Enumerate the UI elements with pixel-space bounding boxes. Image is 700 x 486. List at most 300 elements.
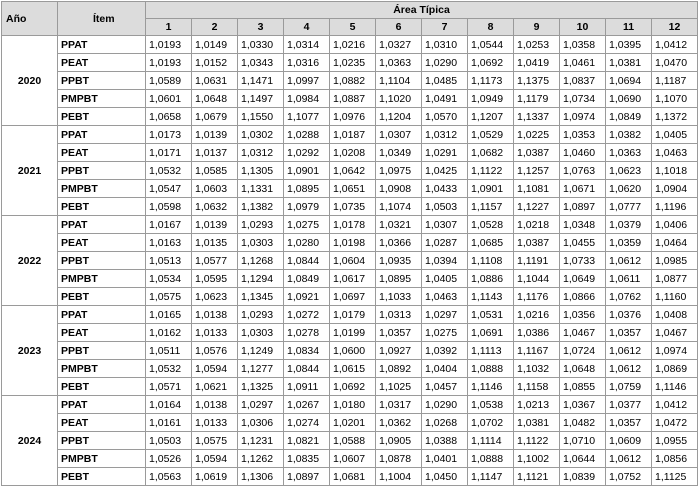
value-cell: 1,0297 [422, 306, 468, 324]
value-cell: 1,0607 [330, 450, 376, 468]
value-cell: 1,1081 [514, 180, 560, 198]
value-cell: 1,0911 [284, 378, 330, 396]
value-cell: 1,0314 [284, 36, 330, 54]
value-cell: 1,0463 [652, 144, 698, 162]
table-row [2, 360, 698, 378]
area-number-header: 8 [468, 19, 514, 36]
value-cell: 1,0274 [284, 414, 330, 432]
value-cell: 1,0485 [422, 72, 468, 90]
value-cell: 1,0594 [192, 450, 238, 468]
item-cell: PEBT [58, 198, 146, 216]
value-cell: 1,0381 [514, 414, 560, 432]
value-cell: 1,1331 [238, 180, 284, 198]
value-cell: 1,0648 [192, 90, 238, 108]
table-row [2, 162, 698, 180]
value-cell: 1,0376 [606, 306, 652, 324]
value-cell: 1,0702 [468, 414, 514, 432]
value-cell: 1,0425 [422, 162, 468, 180]
value-cell: 1,0362 [376, 414, 422, 432]
area-number-header: 9 [514, 19, 560, 36]
value-cell: 1,0837 [560, 72, 606, 90]
item-cell: PEBT [58, 468, 146, 486]
value-cell: 1,0621 [192, 378, 238, 396]
value-cell: 1,0363 [606, 144, 652, 162]
value-cell: 1,0293 [238, 306, 284, 324]
value-cell: 1,0710 [560, 432, 606, 450]
value-cell: 1,0401 [422, 450, 468, 468]
value-cell: 1,1257 [514, 162, 560, 180]
value-cell: 1,0461 [560, 54, 606, 72]
value-cell: 1,0762 [606, 288, 652, 306]
value-cell: 1,0955 [652, 432, 698, 450]
value-cell: 1,0642 [330, 162, 376, 180]
value-cell: 1,0878 [376, 450, 422, 468]
item-cell: PPBT [58, 432, 146, 450]
value-cell: 1,0531 [468, 306, 514, 324]
value-cell: 1,1471 [238, 72, 284, 90]
value-cell: 1,0455 [560, 234, 606, 252]
value-cell: 1,0275 [284, 216, 330, 234]
value-cell: 1,0482 [560, 414, 606, 432]
value-cell: 1,0617 [330, 270, 376, 288]
value-cell: 1,0615 [330, 360, 376, 378]
value-cell: 1,0895 [376, 270, 422, 288]
value-cell: 1,0405 [652, 126, 698, 144]
value-cell: 1,0291 [422, 144, 468, 162]
value-cell: 1,0330 [238, 36, 284, 54]
value-cell: 1,0651 [330, 180, 376, 198]
value-cell: 1,0576 [192, 342, 238, 360]
value-cell: 1,0358 [560, 36, 606, 54]
year-cell: 2023 [2, 306, 58, 396]
value-cell: 1,0904 [652, 180, 698, 198]
value-cell: 1,0137 [192, 144, 238, 162]
value-cell: 1,1550 [238, 108, 284, 126]
value-cell: 1,0935 [376, 252, 422, 270]
value-cell: 1,0724 [560, 342, 606, 360]
value-cell: 1,0139 [192, 216, 238, 234]
value-cell: 1,1196 [652, 198, 698, 216]
value-cell: 1,0897 [284, 468, 330, 486]
value-cell: 1,1204 [376, 108, 422, 126]
value-cell: 1,0467 [560, 324, 606, 342]
value-cell: 1,1002 [514, 450, 560, 468]
value-cell: 1,0888 [468, 450, 514, 468]
value-cell: 1,0213 [514, 396, 560, 414]
item-column-header: Ítem [58, 2, 146, 36]
value-cell: 1,0348 [560, 216, 606, 234]
value-cell: 1,0133 [192, 414, 238, 432]
value-cell: 1,0167 [146, 216, 192, 234]
item-cell: PEBT [58, 288, 146, 306]
value-cell: 1,0293 [238, 216, 284, 234]
value-cell: 1,1262 [238, 450, 284, 468]
value-cell: 1,0759 [606, 378, 652, 396]
value-cell: 1,0612 [606, 252, 652, 270]
value-cell: 1,0359 [606, 234, 652, 252]
value-cell: 1,0694 [606, 72, 652, 90]
area-number-header: 1 [146, 19, 192, 36]
value-cell: 1,0235 [330, 54, 376, 72]
table-row [2, 90, 698, 108]
value-cell: 1,1108 [468, 252, 514, 270]
table-row [2, 342, 698, 360]
value-cell: 1,0356 [560, 306, 606, 324]
value-cell: 1,0313 [376, 306, 422, 324]
value-cell: 1,1191 [514, 252, 560, 270]
item-cell: PEBT [58, 108, 146, 126]
value-cell: 1,0138 [192, 396, 238, 414]
value-cell: 1,0869 [652, 360, 698, 378]
value-cell: 1,0312 [422, 126, 468, 144]
value-cell: 1,0821 [284, 432, 330, 450]
value-cell: 1,0152 [192, 54, 238, 72]
value-cell: 1,0387 [514, 234, 560, 252]
value-cell: 1,0310 [422, 36, 468, 54]
value-cell: 1,0457 [422, 378, 468, 396]
value-cell: 1,0585 [192, 162, 238, 180]
value-cell: 1,0139 [192, 126, 238, 144]
value-cell: 1,0547 [146, 180, 192, 198]
value-cell: 1,0777 [606, 198, 652, 216]
value-cell: 1,1249 [238, 342, 284, 360]
value-cell: 1,0888 [468, 360, 514, 378]
year-cell: 2020 [2, 36, 58, 126]
value-cell: 1,0363 [376, 54, 422, 72]
value-cell: 1,1122 [514, 432, 560, 450]
header-row-top [2, 2, 698, 19]
value-cell: 1,1325 [238, 378, 284, 396]
value-cell: 1,1157 [468, 198, 514, 216]
value-cell: 1,0178 [330, 216, 376, 234]
value-cell: 1,0327 [376, 36, 422, 54]
value-cell: 1,0404 [422, 360, 468, 378]
value-cell: 1,1306 [238, 468, 284, 486]
value-cell: 1,0290 [422, 54, 468, 72]
value-cell: 1,0974 [560, 108, 606, 126]
value-cell: 1,0171 [146, 144, 192, 162]
value-cell: 1,0692 [468, 54, 514, 72]
value-cell: 1,1044 [514, 270, 560, 288]
value-cell: 1,0733 [560, 252, 606, 270]
item-cell: PMPBT [58, 180, 146, 198]
area-number-header: 12 [652, 19, 698, 36]
value-cell: 1,1337 [514, 108, 560, 126]
value-cell: 1,0601 [146, 90, 192, 108]
value-cell: 1,0603 [192, 180, 238, 198]
value-cell: 1,0975 [376, 162, 422, 180]
item-cell: PPAT [58, 306, 146, 324]
value-cell: 1,0511 [146, 342, 192, 360]
value-cell: 1,0882 [330, 72, 376, 90]
value-cell: 1,0382 [606, 126, 652, 144]
item-cell: PEAT [58, 54, 146, 72]
value-cell: 1,0357 [606, 324, 652, 342]
year-cell: 2024 [2, 396, 58, 486]
item-cell: PPBT [58, 162, 146, 180]
value-cell: 1,0763 [560, 162, 606, 180]
item-cell: PPBT [58, 252, 146, 270]
value-cell: 1,0406 [652, 216, 698, 234]
value-cell: 1,0377 [606, 396, 652, 414]
value-cell: 1,0316 [284, 54, 330, 72]
value-cell: 1,0290 [422, 396, 468, 414]
table-row [2, 414, 698, 432]
value-cell: 1,0392 [422, 342, 468, 360]
value-cell: 1,0979 [284, 198, 330, 216]
value-cell: 1,0367 [560, 396, 606, 414]
value-cell: 1,0280 [284, 234, 330, 252]
value-cell: 1,0690 [606, 90, 652, 108]
value-cell: 1,0734 [560, 90, 606, 108]
value-cell: 1,0491 [422, 90, 468, 108]
value-cell: 1,0887 [330, 90, 376, 108]
value-cell: 1,0433 [422, 180, 468, 198]
value-cell: 1,0357 [606, 414, 652, 432]
table-header [2, 2, 698, 36]
item-cell: PPBT [58, 342, 146, 360]
value-cell: 1,0844 [284, 360, 330, 378]
value-cell: 1,0600 [330, 342, 376, 360]
value-cell: 1,0303 [238, 324, 284, 342]
value-cell: 1,0513 [146, 252, 192, 270]
value-cell: 1,0526 [146, 450, 192, 468]
area-number-header: 5 [330, 19, 376, 36]
value-cell: 1,0307 [376, 126, 422, 144]
table-row [2, 108, 698, 126]
value-cell: 1,0472 [652, 414, 698, 432]
item-cell: PEAT [58, 234, 146, 252]
table-row [2, 198, 698, 216]
value-cell: 1,0623 [606, 162, 652, 180]
value-cell: 1,1160 [652, 288, 698, 306]
item-cell: PEAT [58, 144, 146, 162]
value-cell: 1,0164 [146, 396, 192, 414]
value-cell: 1,0949 [468, 90, 514, 108]
value-cell: 1,0394 [422, 252, 468, 270]
value-cell: 1,0571 [146, 378, 192, 396]
value-cell: 1,0856 [652, 450, 698, 468]
item-cell: PMPBT [58, 90, 146, 108]
value-cell: 1,0268 [422, 414, 468, 432]
value-cell: 1,0307 [422, 216, 468, 234]
value-cell: 1,1158 [514, 378, 560, 396]
value-cell: 1,0611 [606, 270, 652, 288]
area-group-header: Área Típica [146, 2, 698, 19]
value-cell: 1,0849 [284, 270, 330, 288]
value-cell: 1,1147 [468, 468, 514, 486]
area-number-header: 6 [376, 19, 422, 36]
value-cell: 1,0752 [606, 468, 652, 486]
value-cell: 1,0905 [376, 432, 422, 450]
value-cell: 1,1187 [652, 72, 698, 90]
value-cell: 1,1305 [238, 162, 284, 180]
table-row [2, 216, 698, 234]
value-cell: 1,0839 [560, 468, 606, 486]
value-cell: 1,0198 [330, 234, 376, 252]
value-cell: 1,0297 [238, 396, 284, 414]
value-cell: 1,0161 [146, 414, 192, 432]
value-cell: 1,0844 [284, 252, 330, 270]
value-cell: 1,1004 [376, 468, 422, 486]
value-cell: 1,0544 [468, 36, 514, 54]
value-cell: 1,0612 [606, 450, 652, 468]
value-cell: 1,0658 [146, 108, 192, 126]
value-cell: 1,0644 [560, 450, 606, 468]
factor-table [1, 1, 698, 486]
item-cell: PPAT [58, 126, 146, 144]
value-cell: 1,0306 [238, 414, 284, 432]
value-cell: 1,0187 [330, 126, 376, 144]
value-cell: 1,0570 [422, 108, 468, 126]
value-cell: 1,0450 [422, 468, 468, 486]
value-cell: 1,1179 [514, 90, 560, 108]
value-cell: 1,0133 [192, 324, 238, 342]
value-cell: 1,1146 [652, 378, 698, 396]
value-cell: 1,0208 [330, 144, 376, 162]
value-cell: 1,0287 [422, 234, 468, 252]
value-cell: 1,0173 [146, 126, 192, 144]
value-cell: 1,1277 [238, 360, 284, 378]
value-cell: 1,1146 [468, 378, 514, 396]
value-cell: 1,1121 [514, 468, 560, 486]
value-cell: 1,1074 [376, 198, 422, 216]
area-number-header: 2 [192, 19, 238, 36]
value-cell: 1,0886 [468, 270, 514, 288]
value-cell: 1,0577 [192, 252, 238, 270]
table-row [2, 126, 698, 144]
value-cell: 1,0302 [238, 126, 284, 144]
year-cell: 2022 [2, 216, 58, 306]
value-cell: 1,0685 [468, 234, 514, 252]
value-cell: 1,0387 [514, 144, 560, 162]
value-cell: 1,1231 [238, 432, 284, 450]
value-cell: 1,0671 [560, 180, 606, 198]
table-row [2, 288, 698, 306]
year-cell: 2021 [2, 126, 58, 216]
item-cell: PMPBT [58, 450, 146, 468]
value-cell: 1,1104 [376, 72, 422, 90]
value-cell: 1,0366 [376, 234, 422, 252]
value-cell: 1,0532 [146, 360, 192, 378]
value-cell: 1,1497 [238, 90, 284, 108]
value-cell: 1,0162 [146, 324, 192, 342]
value-cell: 1,0199 [330, 324, 376, 342]
value-cell: 1,1020 [376, 90, 422, 108]
value-cell: 1,0138 [192, 306, 238, 324]
value-cell: 1,0278 [284, 324, 330, 342]
value-cell: 1,1113 [468, 342, 514, 360]
value-cell: 1,1143 [468, 288, 514, 306]
value-cell: 1,0321 [376, 216, 422, 234]
value-cell: 1,0908 [376, 180, 422, 198]
value-cell: 1,0691 [468, 324, 514, 342]
area-number-header: 10 [560, 19, 606, 36]
item-cell: PPAT [58, 216, 146, 234]
value-cell: 1,1032 [514, 360, 560, 378]
item-cell: PMPBT [58, 360, 146, 378]
value-cell: 1,0353 [560, 126, 606, 144]
table-row [2, 234, 698, 252]
value-cell: 1,0835 [284, 450, 330, 468]
value-cell: 1,0470 [652, 54, 698, 72]
value-cell: 1,0631 [192, 72, 238, 90]
value-cell: 1,0997 [284, 72, 330, 90]
value-cell: 1,0405 [422, 270, 468, 288]
value-cell: 1,0292 [284, 144, 330, 162]
value-cell: 1,0609 [606, 432, 652, 450]
value-cell: 1,0381 [606, 54, 652, 72]
value-cell: 1,0225 [514, 126, 560, 144]
table-row [2, 432, 698, 450]
value-cell: 1,0901 [468, 180, 514, 198]
table-row [2, 36, 698, 54]
value-cell: 1,0534 [146, 270, 192, 288]
value-cell: 1,1345 [238, 288, 284, 306]
value-cell: 1,1070 [652, 90, 698, 108]
area-number-header: 3 [238, 19, 284, 36]
value-cell: 1,0180 [330, 396, 376, 414]
table-row [2, 306, 698, 324]
value-cell: 1,0317 [376, 396, 422, 414]
value-cell: 1,0253 [514, 36, 560, 54]
value-cell: 1,0679 [192, 108, 238, 126]
table-row [2, 72, 698, 90]
value-cell: 1,0179 [330, 306, 376, 324]
value-cell: 1,0163 [146, 234, 192, 252]
item-cell: PEAT [58, 414, 146, 432]
year-column-header: Año [2, 2, 58, 36]
table-row [2, 378, 698, 396]
value-cell: 1,0974 [652, 342, 698, 360]
value-cell: 1,0165 [146, 306, 192, 324]
value-cell: 1,0682 [468, 144, 514, 162]
value-cell: 1,1268 [238, 252, 284, 270]
value-cell: 1,0412 [652, 396, 698, 414]
value-cell: 1,0460 [560, 144, 606, 162]
value-cell: 1,0594 [192, 360, 238, 378]
area-number-header: 11 [606, 19, 652, 36]
value-cell: 1,0288 [284, 126, 330, 144]
value-cell: 1,0588 [330, 432, 376, 450]
value-cell: 1,1122 [468, 162, 514, 180]
value-cell: 1,0604 [330, 252, 376, 270]
value-cell: 1,0598 [146, 198, 192, 216]
value-cell: 1,1077 [284, 108, 330, 126]
value-cell: 1,0849 [606, 108, 652, 126]
value-cell: 1,0357 [376, 324, 422, 342]
value-cell: 1,1207 [468, 108, 514, 126]
value-cell: 1,1375 [514, 72, 560, 90]
value-cell: 1,0349 [376, 144, 422, 162]
value-cell: 1,0897 [560, 198, 606, 216]
value-cell: 1,0620 [606, 180, 652, 198]
value-cell: 1,0216 [514, 306, 560, 324]
value-cell: 1,0632 [192, 198, 238, 216]
value-cell: 1,0895 [284, 180, 330, 198]
value-cell: 1,1372 [652, 108, 698, 126]
value-cell: 1,0267 [284, 396, 330, 414]
value-cell: 1,0312 [238, 144, 284, 162]
value-cell: 1,0529 [468, 126, 514, 144]
value-cell: 1,0379 [606, 216, 652, 234]
value-cell: 1,0927 [376, 342, 422, 360]
item-cell: PMPBT [58, 270, 146, 288]
value-cell: 1,0193 [146, 54, 192, 72]
value-cell: 1,0463 [422, 288, 468, 306]
value-cell: 1,0464 [652, 234, 698, 252]
value-cell: 1,1033 [376, 288, 422, 306]
